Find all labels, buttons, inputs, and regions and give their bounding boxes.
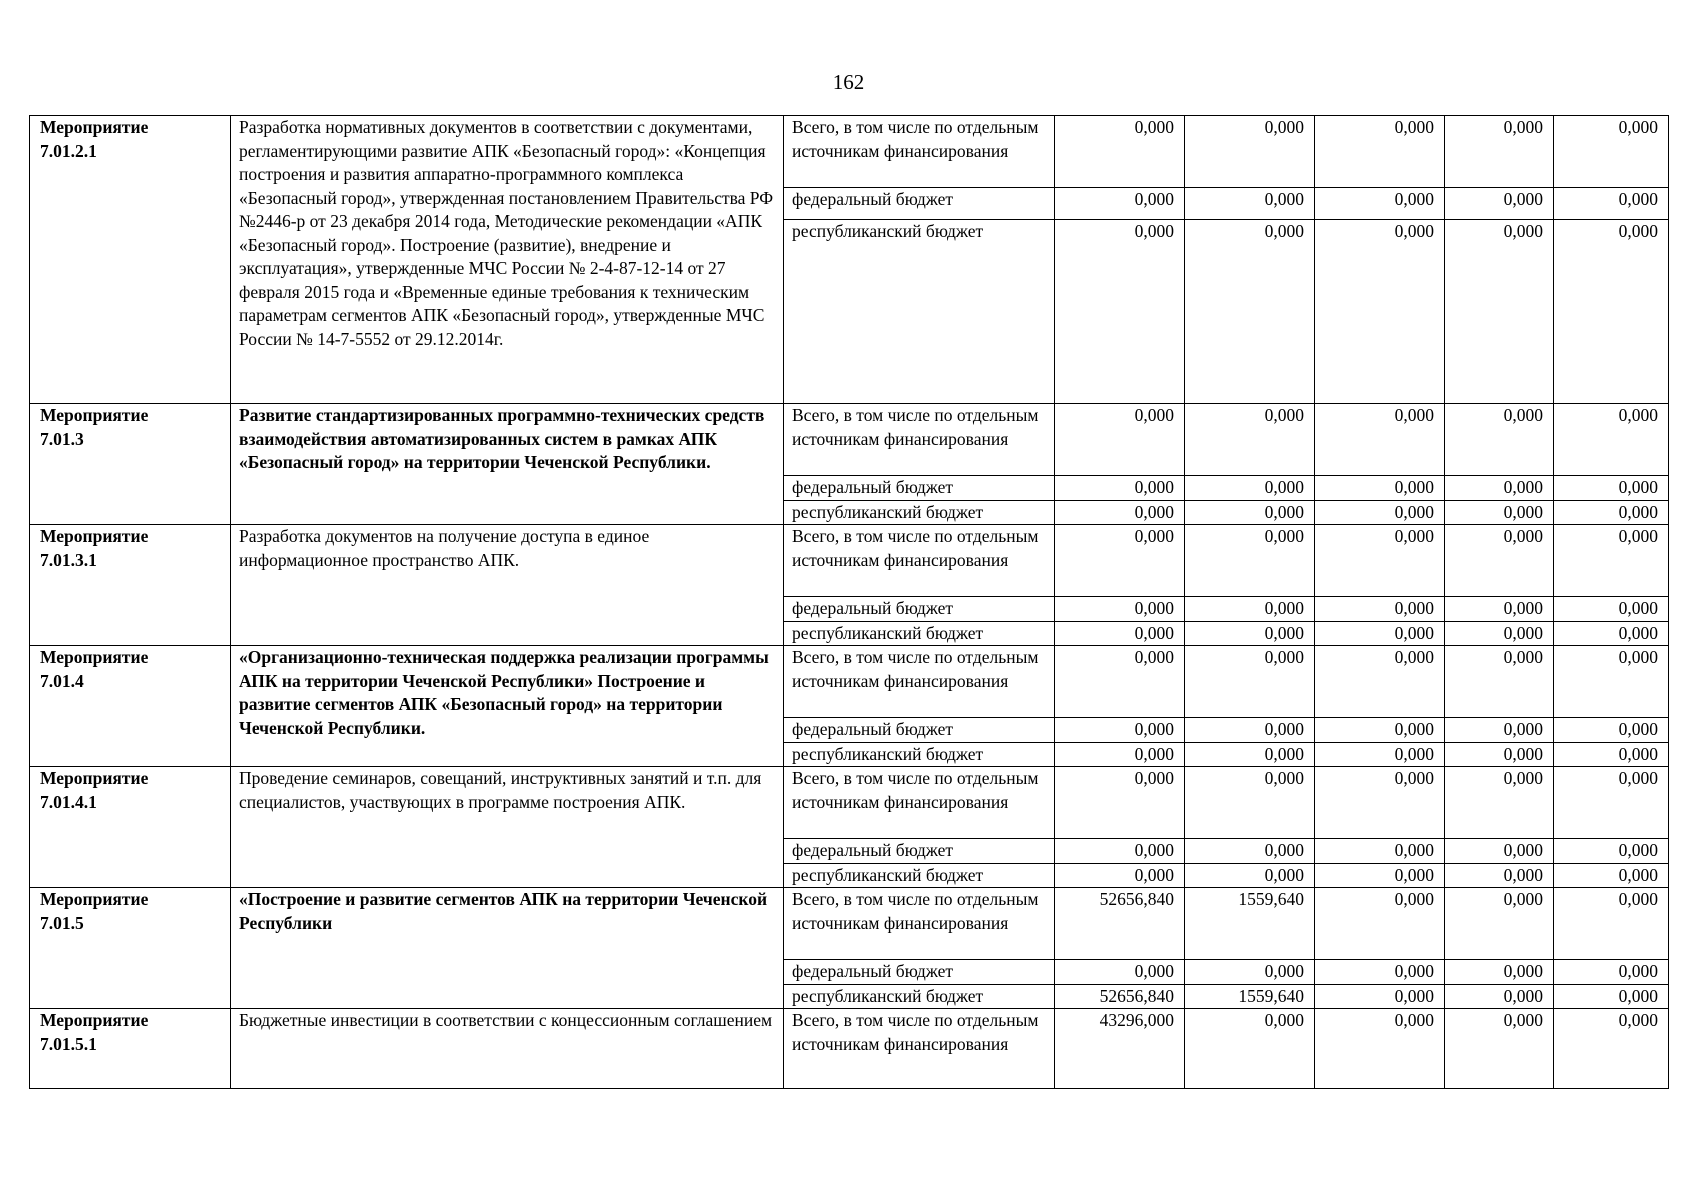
funding-value: 0,000 — [1554, 960, 1669, 985]
funding-source-label: федеральный бюджет — [784, 960, 1055, 985]
activity-id — [30, 404, 231, 525]
activity-row — [30, 116, 1669, 188]
funding-value: 0,000 — [1315, 646, 1445, 718]
funding-value: 0,000 — [1185, 1009, 1315, 1089]
funding-value: 0,000 — [1055, 404, 1185, 476]
activity-id — [30, 888, 231, 1009]
funding-value: 0,000 — [1445, 888, 1554, 960]
funding-value: 0,000 — [1055, 597, 1185, 622]
funding-source-label: Всего, в том числе по отдельным источникам финансирования — [784, 888, 1055, 960]
funding-value: 0,000 — [1554, 525, 1669, 597]
activity-id-text: Мероприятие 7.01.3.1 — [40, 526, 149, 570]
funding-value: 0,000 — [1445, 476, 1554, 501]
funding-value: 0,000 — [1554, 888, 1669, 960]
funding-source-label: федеральный бюджет — [784, 597, 1055, 622]
activity-id-text: Мероприятие 7.01.4 — [40, 647, 149, 691]
activity-row — [30, 888, 1669, 960]
activity-id-text: Мероприятие 7.01.5 — [40, 889, 149, 933]
funding-value: 0,000 — [1445, 718, 1554, 743]
activity-id — [30, 767, 231, 888]
activity-id — [30, 1009, 231, 1089]
funding-value: 0,000 — [1055, 839, 1185, 864]
funding-value: 0,000 — [1554, 646, 1669, 718]
funding-value: 0,000 — [1554, 188, 1669, 220]
activity-name: Разработка нормативных документов в соответствии с документами, регламентирующими развитие АПК «Безопасный город»: «Концепция построения и развития аппаратно-программного комплекса «Безопасный город», утвержденная постановлением Правительства РФ №2446-р от 23 декабря 2014 года, Методические рекомендации «АПК «Безопасный город». Построение (развитие), внедрение и эксплуатация», утвержденные МЧС России № 2-4-87-12-14 от 27 февраля 2015 года и «Временные единые требования к техническим параметрам сегментов АПК «Безопасный город», утвержденные МЧС России № 14-7-5552 от 29.12.2014г. — [231, 116, 784, 404]
funding-value: 0,000 — [1554, 500, 1669, 525]
funding-value: 0,000 — [1185, 742, 1315, 767]
funding-value: 0,000 — [1445, 742, 1554, 767]
page-number: 162 — [832, 70, 865, 94]
funding-value: 0,000 — [1445, 597, 1554, 622]
activity-row — [30, 646, 1669, 718]
funding-value: 0,000 — [1315, 525, 1445, 597]
funding-value: 0,000 — [1185, 863, 1315, 888]
funding-value: 0,000 — [1185, 116, 1315, 188]
activity-id-text: Мероприятие 7.01.2.1 — [40, 117, 149, 161]
funding-source-label: федеральный бюджет — [784, 718, 1055, 743]
funding-value: 0,000 — [1055, 188, 1185, 220]
funding-value: 0,000 — [1055, 500, 1185, 525]
funding-value: 0,000 — [1445, 188, 1554, 220]
funding-value: 0,000 — [1185, 718, 1315, 743]
funding-source-label: Всего, в том числе по отдельным источникам финансирования — [784, 404, 1055, 476]
funding-value: 0,000 — [1554, 1009, 1669, 1089]
funding-value: 0,000 — [1315, 1009, 1445, 1089]
funding-source-label: Всего, в том числе по отдельным источникам финансирования — [784, 646, 1055, 718]
funding-value: 0,000 — [1554, 220, 1669, 404]
funding-value: 0,000 — [1315, 863, 1445, 888]
funding-value: 0,000 — [1315, 220, 1445, 404]
funding-value: 0,000 — [1055, 621, 1185, 646]
activity-name: «Построение и развитие сегментов АПК на территории Чеченской Республики — [231, 888, 784, 1009]
funding-value: 0,000 — [1445, 220, 1554, 404]
funding-value: 0,000 — [1185, 500, 1315, 525]
funding-value: 0,000 — [1315, 767, 1445, 839]
funding-value: 0,000 — [1315, 597, 1445, 622]
funding-value: 43296,000 — [1055, 1009, 1185, 1089]
activity-id-text: Мероприятие 7.01.3 — [40, 405, 149, 449]
funding-source-label: республиканский бюджет — [784, 863, 1055, 888]
funding-value: 0,000 — [1554, 718, 1669, 743]
funding-source-label: Всего, в том числе по отдельным источникам финансирования — [784, 525, 1055, 597]
funding-value: 0,000 — [1055, 863, 1185, 888]
funding-value: 0,000 — [1055, 116, 1185, 188]
funding-value: 0,000 — [1185, 220, 1315, 404]
funding-source-label: республиканский бюджет — [784, 220, 1055, 404]
funding-value: 0,000 — [1185, 404, 1315, 476]
funding-value: 0,000 — [1554, 863, 1669, 888]
funding-value: 52656,840 — [1055, 888, 1185, 960]
funding-source-label: федеральный бюджет — [784, 188, 1055, 220]
funding-value: 0,000 — [1055, 718, 1185, 743]
activity-id-text: Мероприятие 7.01.5.1 — [40, 1010, 149, 1054]
funding-value: 0,000 — [1315, 476, 1445, 501]
funding-value: 0,000 — [1315, 839, 1445, 864]
funding-value: 0,000 — [1185, 646, 1315, 718]
funding-value: 0,000 — [1445, 1009, 1554, 1089]
funding-value: 0,000 — [1445, 960, 1554, 985]
activity-id — [30, 525, 231, 646]
funding-value: 0,000 — [1315, 116, 1445, 188]
activity-name: Проведение семинаров, совещаний, инструктивных занятий и т.п. для специалистов, участвующих в программе построения АПК. — [231, 767, 784, 888]
funding-value: 0,000 — [1445, 646, 1554, 718]
funding-value: 0,000 — [1554, 476, 1669, 501]
funding-value: 0,000 — [1315, 621, 1445, 646]
funding-value: 0,000 — [1315, 984, 1445, 1009]
program-activities-table — [29, 115, 1669, 1089]
funding-value: 0,000 — [1055, 960, 1185, 985]
funding-value: 0,000 — [1554, 839, 1669, 864]
activity-row — [30, 404, 1669, 476]
funding-value: 0,000 — [1185, 767, 1315, 839]
funding-value: 0,000 — [1055, 767, 1185, 839]
funding-value: 0,000 — [1315, 888, 1445, 960]
funding-source-label: Всего, в том числе по отдельным источникам финансирования — [784, 1009, 1055, 1089]
funding-value: 0,000 — [1445, 500, 1554, 525]
funding-value: 0,000 — [1185, 597, 1315, 622]
funding-value: 0,000 — [1185, 188, 1315, 220]
funding-value: 0,000 — [1185, 476, 1315, 501]
funding-source-label: республиканский бюджет — [784, 742, 1055, 767]
funding-value: 0,000 — [1554, 621, 1669, 646]
activity-name: Разработка документов на получение доступа в единое информационное пространство АПК. — [231, 525, 784, 646]
funding-value: 0,000 — [1445, 839, 1554, 864]
funding-value: 52656,840 — [1055, 984, 1185, 1009]
funding-value: 0,000 — [1445, 404, 1554, 476]
activity-name: Развитие стандартизированных программно-технических средств взаимодействия автоматизированных систем в рамках АПК «Безопасный город» на территории Чеченской Республики. — [231, 404, 784, 525]
funding-value: 0,000 — [1554, 742, 1669, 767]
funding-value: 1559,640 — [1185, 984, 1315, 1009]
funding-value: 0,000 — [1055, 220, 1185, 404]
funding-value: 0,000 — [1055, 476, 1185, 501]
activity-id — [30, 116, 231, 404]
funding-value: 0,000 — [1445, 984, 1554, 1009]
funding-value: 1559,640 — [1185, 888, 1315, 960]
funding-value: 0,000 — [1445, 621, 1554, 646]
funding-value: 0,000 — [1185, 621, 1315, 646]
funding-value: 0,000 — [1554, 767, 1669, 839]
funding-value: 0,000 — [1445, 525, 1554, 597]
activity-row — [30, 525, 1669, 597]
funding-source-label: республиканский бюджет — [784, 500, 1055, 525]
funding-value: 0,000 — [1554, 116, 1669, 188]
funding-value: 0,000 — [1055, 646, 1185, 718]
funding-value: 0,000 — [1315, 718, 1445, 743]
funding-value: 0,000 — [1554, 984, 1669, 1009]
activity-row — [30, 767, 1669, 839]
funding-value: 0,000 — [1185, 525, 1315, 597]
funding-source-label: федеральный бюджет — [784, 476, 1055, 501]
funding-value: 0,000 — [1185, 839, 1315, 864]
funding-value: 0,000 — [1185, 960, 1315, 985]
funding-value: 0,000 — [1445, 767, 1554, 839]
funding-source-label: Всего, в том числе по отдельным источникам финансирования — [784, 116, 1055, 188]
funding-value: 0,000 — [1445, 116, 1554, 188]
funding-value: 0,000 — [1055, 525, 1185, 597]
funding-value: 0,000 — [1315, 742, 1445, 767]
funding-value: 0,000 — [1445, 863, 1554, 888]
funding-source-label: Всего, в том числе по отдельным источникам финансирования — [784, 767, 1055, 839]
funding-value: 0,000 — [1554, 404, 1669, 476]
funding-value: 0,000 — [1315, 500, 1445, 525]
funding-source-label: республиканский бюджет — [784, 984, 1055, 1009]
funding-value: 0,000 — [1055, 742, 1185, 767]
activity-name: «Организационно-техническая поддержка реализации программы АПК на территории Чеченской Республики» Построение и развитие сегментов АПК «Безопасный город» на территории Чеченской Республики. — [231, 646, 784, 767]
funding-source-label: федеральный бюджет — [784, 839, 1055, 864]
funding-value: 0,000 — [1554, 597, 1669, 622]
activity-name: Бюджетные инвестиции в соответствии с концессионным соглашением — [231, 1009, 784, 1089]
activity-id — [30, 646, 231, 767]
activity-row — [30, 1009, 1669, 1089]
funding-source-label: республиканский бюджет — [784, 621, 1055, 646]
funding-value: 0,000 — [1315, 960, 1445, 985]
funding-value: 0,000 — [1315, 404, 1445, 476]
activity-id-text: Мероприятие 7.01.4.1 — [40, 768, 149, 812]
funding-value: 0,000 — [1315, 188, 1445, 220]
